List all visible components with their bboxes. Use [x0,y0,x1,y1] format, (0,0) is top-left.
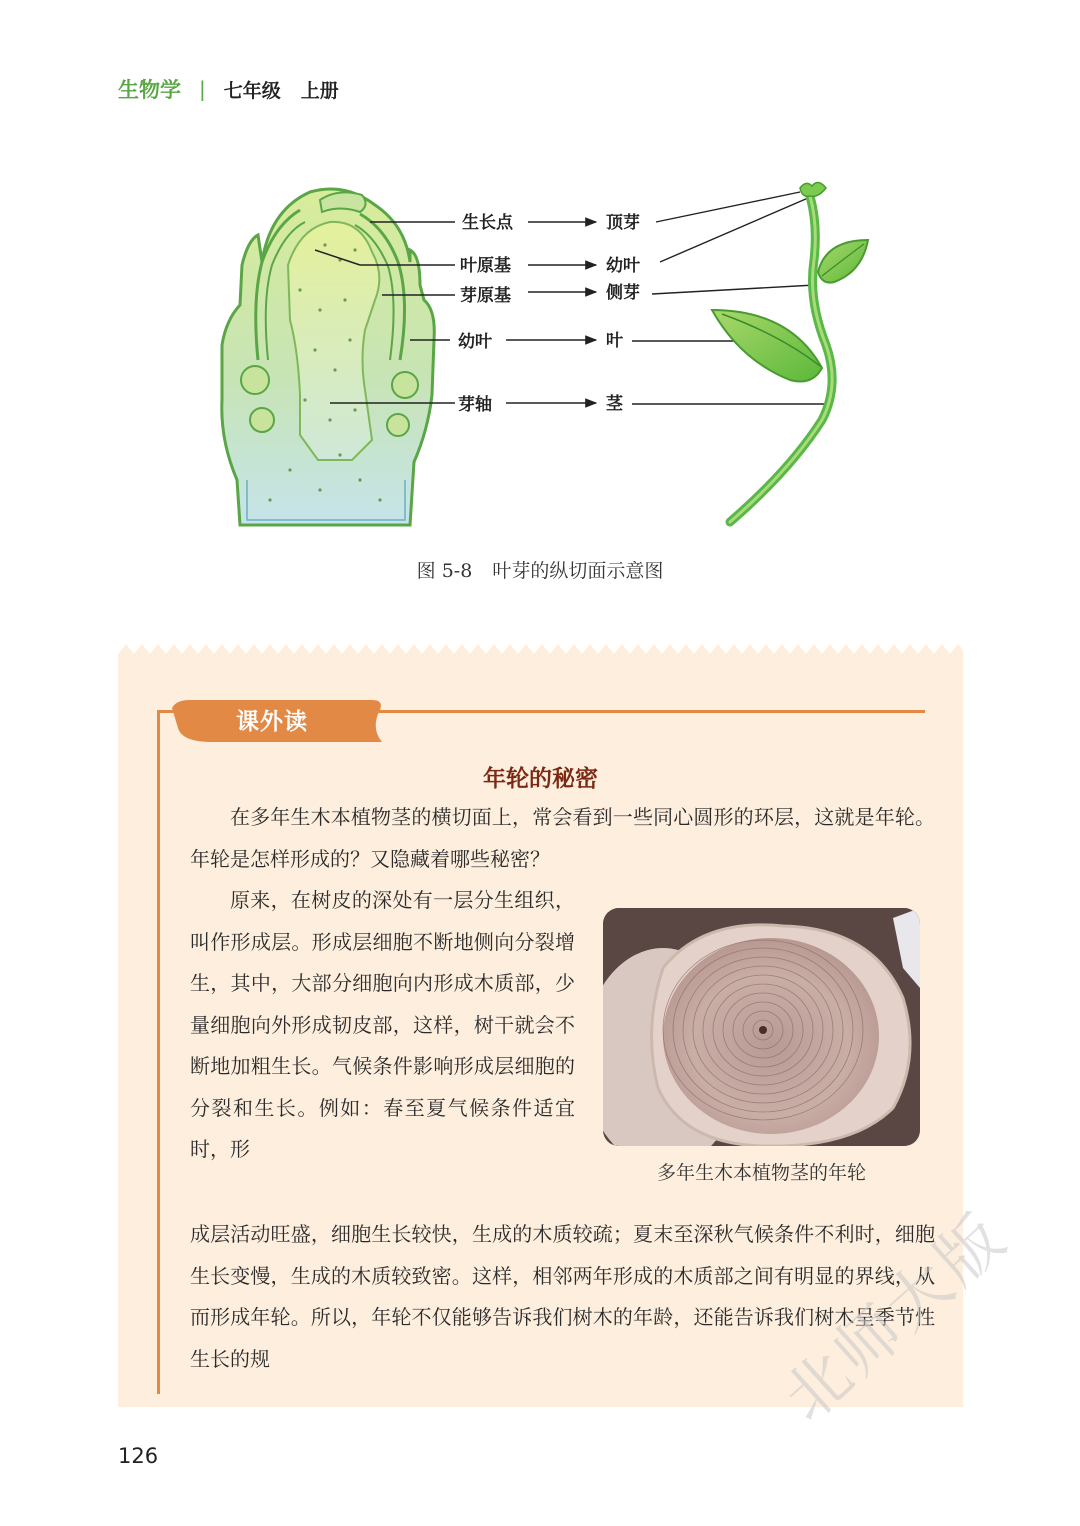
label-growing-point: 生长点 [462,213,513,233]
header-grade: 七年级 [223,79,281,102]
header-subject: 生物学 [118,78,181,102]
tree-rings-photo [603,908,920,1146]
box-zigzag-edge [118,642,963,664]
label-young-leaf: 幼叶 [458,332,492,352]
label-leaf-primordium: 叶原基 [460,256,511,276]
running-header [118,74,339,104]
header-volume: 上册 [300,79,339,102]
figure-title: 叶芽的纵切面示意图 [492,560,664,582]
figure-number: 图 5-8 [416,560,473,582]
box-left-rule [157,712,160,1394]
label-lateral-bud: 侧芽 [606,283,640,303]
publisher-watermark: 北师大版 [770,1199,1022,1437]
header-separator: | [199,77,206,101]
label-bud-axis: 芽轴 [458,395,492,415]
label-terminal-bud: 顶芽 [606,213,640,233]
bud-section-drawing [222,189,434,525]
article-paragraph-1: 在多年生木本植物茎的横切面上，常会看到一些同心圆形的环层，这就是年轮。年轮是怎样形成的？又隐藏着哪些秘密？ [190,805,935,871]
seedling-drawing [712,182,868,522]
article-title: 年轮的秘密 [483,765,598,792]
figure-caption [0,556,1080,583]
article-paragraph-2: 原来，在树皮的深处有一层分生组织，叫作形成层。形成层细胞不断地侧向分裂增生，其中，大部分细胞向内形成木质部，少量细胞向外形成韧皮部，这样，树干就会不断地加粗生长。气候条件影响形成层细胞的分裂和生长。例如：春至夏气候条件适宜时，形 [190,888,575,1161]
leaf-bud-diagram [0,160,1080,540]
reading-tab-label: 课外读 [236,709,308,735]
article-paragraph-3: 成层活动旺盛，细胞生长较快，生成的木质较疏；夏末至深秋气候条件不利时，细胞生长变慢，生成的木质较致密。这样，相邻两年形成的木质部之间有明显的界线，从而形成年轮。所以，年轮不仅能够告诉我们树木的年龄，还能告诉我们树木呈季节性生长的规 [190,1222,935,1371]
label-young-leaf-right: 幼叶 [606,256,640,276]
photo-caption: 多年生木本植物茎的年轮 [656,1162,866,1184]
label-stem: 茎 [606,394,623,414]
page-number: 126 [118,1444,159,1468]
label-bud-primordium: 芽原基 [460,286,511,306]
label-leaf: 叶 [606,331,623,351]
